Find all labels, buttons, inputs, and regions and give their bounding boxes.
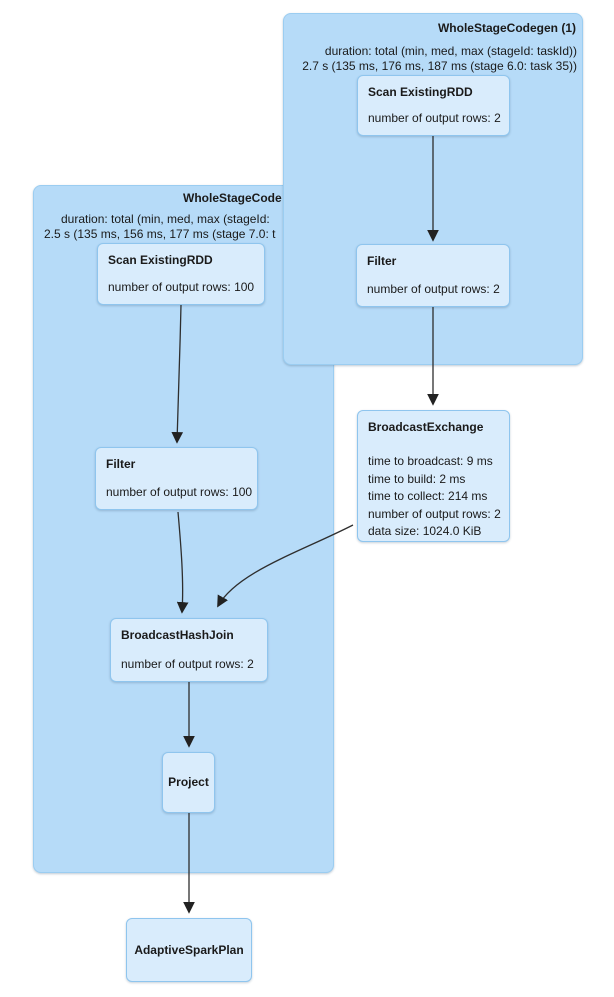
node-metric: data size: 1024.0 KiB — [368, 524, 482, 538]
node-title: AdaptiveSparkPlan — [134, 942, 244, 957]
node-title: Scan ExistingRDD — [108, 253, 213, 267]
node-metric: time to build: 2 ms — [368, 471, 466, 486]
node-filter-left[interactable] — [95, 447, 258, 510]
node-scan-existingrdd-right[interactable] — [357, 75, 510, 136]
node-title: Filter — [106, 457, 136, 471]
node-broadcast-hash-join[interactable] — [110, 618, 268, 682]
node-title: Project — [168, 775, 209, 789]
cluster-duration-line2: 2.5 s (135 ms, 156 ms, 177 ms (stage 7.0: t — [44, 227, 276, 241]
node-metric: time to collect: 214 ms — [368, 489, 488, 503]
cluster-duration-line2: 2.7 s (135 ms, 176 ms, 187 ms (stage 6.0: task 35)) — [302, 58, 577, 73]
node-metric: number of output rows: 100 — [106, 485, 253, 499]
node-adaptive-spark-plan[interactable] — [126, 918, 252, 982]
node-metric: number of output rows: 2 — [368, 506, 501, 521]
node-title: BroadcastExchange — [368, 420, 484, 434]
cluster-wholestagecodegen-1 — [283, 13, 583, 365]
node-title: Filter — [367, 254, 397, 268]
node-metric: time to broadcast: 9 ms — [368, 454, 493, 468]
cluster-title: WholeStageCodegen (1) — [437, 21, 576, 35]
node-metric: number of output rows: 100 — [108, 280, 255, 294]
node-metric: number of output rows: 2 — [368, 111, 501, 125]
node-filter-right[interactable] — [356, 244, 510, 307]
cluster-title: WholeStageCode — [183, 191, 282, 205]
node-metric: number of output rows: 2 — [121, 657, 254, 671]
cluster-duration-line1: duration: total (min, med, max (stageId: — [61, 212, 270, 226]
node-broadcast-exchange[interactable] — [357, 410, 510, 542]
cluster-duration — [302, 44, 577, 73]
node-title: Scan ExistingRDD — [368, 85, 473, 99]
cluster-duration-line1: duration: total (min, med, max (stageId: taskId)) — [324, 44, 577, 58]
node-metric: number of output rows: 2 — [367, 282, 500, 296]
node-project[interactable] — [162, 752, 215, 813]
node-scan-existingrdd-left[interactable] — [97, 243, 265, 305]
node-title: BroadcastHashJoin — [121, 628, 234, 642]
node-metrics — [368, 453, 499, 541]
